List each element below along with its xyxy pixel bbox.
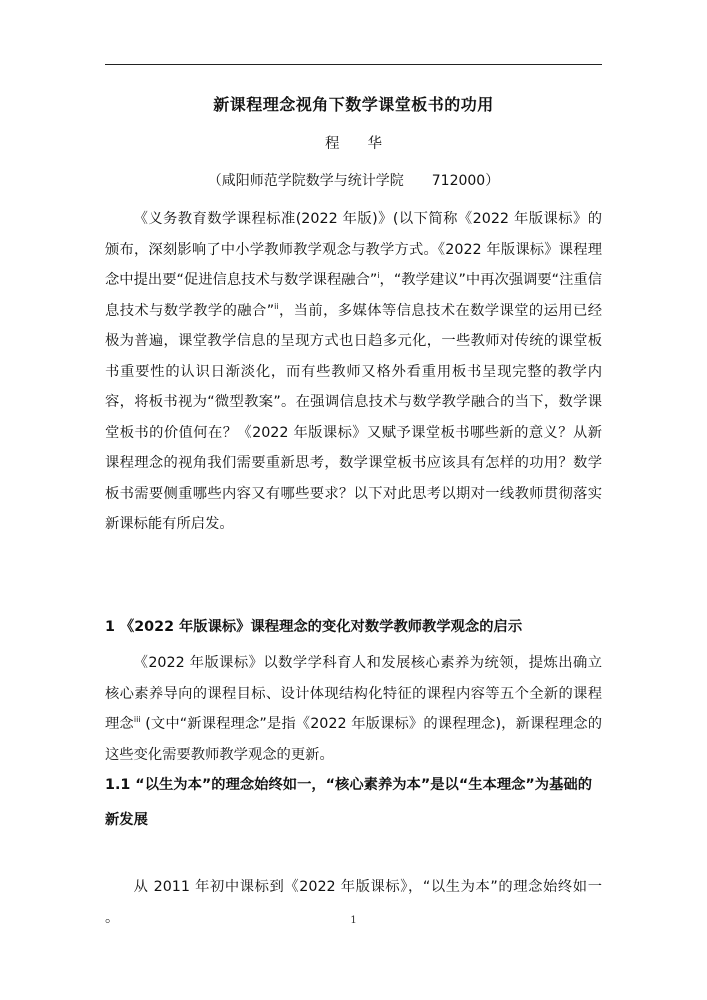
p2-part-a: 《2022 年版课标》以数学学科育人和发展核心素养为统领，提炼出确立核心素养导向的课程目标、设计体现结构化特征的课程内容等五个全新的课程理念 — [105, 655, 602, 732]
p2-part-b: (文中“新课程理念”是指《2022 年版课标》的课程理念)，新课程理念的这些变化需要教师教学观念的更新。 — [105, 716, 603, 763]
author-given: 程 — [325, 136, 340, 152]
affiliation-name: （咸阳师范学院数学与统计学院 — [207, 173, 404, 189]
header-rule — [105, 64, 602, 65]
author-family: 华 — [367, 136, 382, 152]
p1-part-b: ，“教学建议”中再次强调要“注重信息技术与数学教学的融合” — [105, 272, 603, 319]
author-name — [105, 132, 602, 153]
footnote-ref-ii[interactable]: ii — [274, 301, 279, 311]
page-number: 1 — [350, 915, 357, 926]
paper-title: 新课程理念视角下数学课堂板书的功用 — [213, 95, 494, 114]
section-heading-1-1: 1.1 “以生为本”的理念始终如一，“核心素养为本”是以“生本理念”为基础的新发展 — [105, 777, 592, 828]
section-heading-1: 1 《2022 年版课标》课程理念的变化对数学教师教学观念的启示 — [105, 619, 523, 635]
paragraph-section-1 — [105, 648, 602, 770]
affiliation-postcode: 712000） — [431, 173, 500, 189]
paragraph-intro — [105, 204, 602, 540]
footnote-ref-iii[interactable]: iii — [133, 715, 141, 725]
footnote-ref-i[interactable]: i — [377, 271, 380, 281]
affiliation — [105, 170, 602, 190]
p1-part-a: 《义务教育数学课程标准(2022 年版)》(以下简称《2022 年版课标》的颁布，深刻影响了中小学教师教学观念与教学方式。《2022 年版课标》课程理念中提出要“促进信息技术与数学课程融合” — [105, 211, 602, 288]
p1-part-c: ，当前，多媒体等信息技术在数学课堂的运用已经极为普遍，课堂教学信息的呈现方式也日趋多元化，一些教师对传统的课堂板书重要性的认识日渐淡化，而有些教师又格外看重用板书呈现完整的教学内容，将板书视为“微型教案”。在强调信息技术与数学教学融合的当下，数学课堂板书的价值何在？《2022 年版课标》又赋予课堂板书哪些新的意义？从新课程理念的视角我们需要重新思考，数学课堂板书应该具有怎样的功用？数学板书需要侧重哪些内容又有哪些要求？以下对此思考以期对一线教师贯彻落实新课标能有所启发。 — [105, 302, 603, 532]
paragraph-section-1-1: 从 2011 年初中课标到《2022 年版课标》，“以生为本”的理念始终如一 。 — [105, 879, 602, 926]
